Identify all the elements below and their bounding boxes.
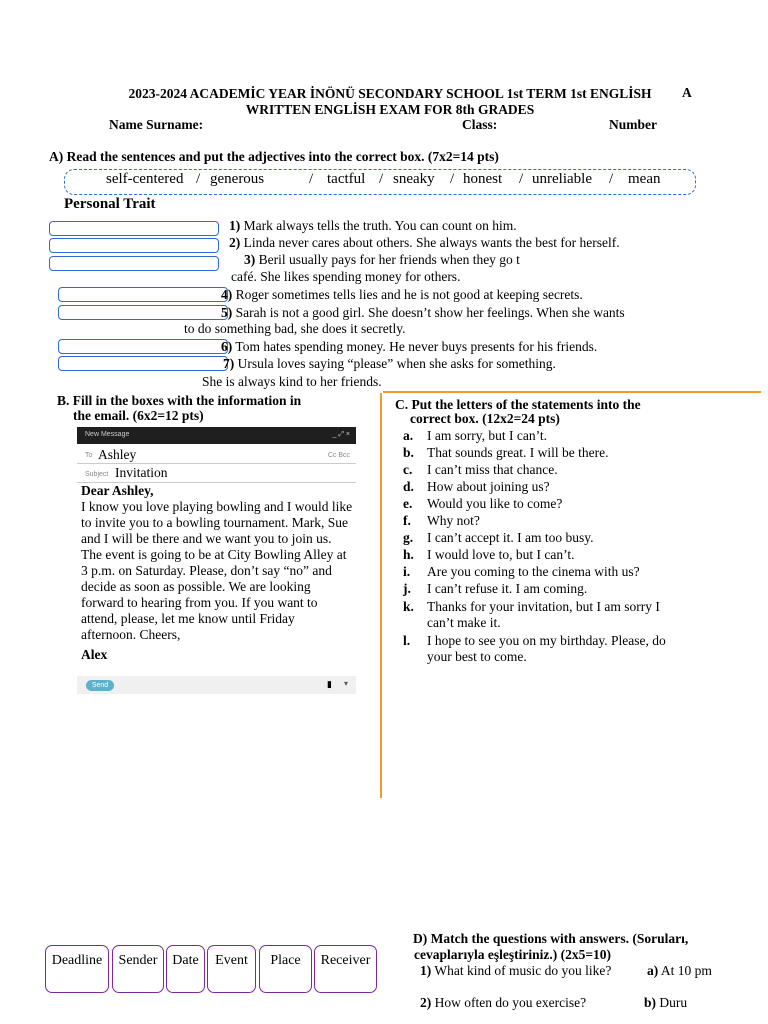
statement-l: l. I hope to see you on my birthday. Please, do your best to come. xyxy=(403,633,666,664)
sentence-5-cont: to do something bad, she does it secretly. xyxy=(184,321,406,336)
answer-a: a) At 10 pm xyxy=(647,963,712,978)
window-controls-icon[interactable]: _ ⤢ × xyxy=(332,431,350,438)
subject-label: Subject xyxy=(85,471,109,478)
header-line1: 2023-2024 ACADEMİC YEAR İNÖNÜ SECONDARY SCHOOL 1st TERM 1st ENGLİSH xyxy=(128,86,652,101)
email-subject-row[interactable] xyxy=(77,464,356,483)
question-2: 2) How often do you exercise? xyxy=(420,995,587,1010)
section-d-title-line2: cevaplarıyla eşleştiriniz.) (2x5=10) xyxy=(414,947,612,962)
word-honest: honest xyxy=(463,171,503,187)
exam-header xyxy=(60,85,720,102)
exam-version: A xyxy=(682,85,692,100)
sentence-7-cont: She is always kind to her friends. xyxy=(202,374,382,389)
section-a-title: A) Read the sentences and put the adjectives into the correct box. (7x2=14 pts) xyxy=(49,149,499,164)
box-receiver[interactable]: Receiver xyxy=(314,945,377,993)
email-window-title: New Message xyxy=(85,431,130,438)
word-separator: / xyxy=(196,171,201,187)
section-b-title-line2: the email. (6x2=12 pts) xyxy=(73,408,204,423)
word-tactful: tactful xyxy=(327,171,366,187)
word-mean: mean xyxy=(628,171,661,187)
section-c-title-line2: correct box. (12x2=24 pts) xyxy=(410,411,560,426)
answer-box-6[interactable] xyxy=(58,339,228,354)
word-sneaky: sneaky xyxy=(393,171,435,187)
answer-box-1[interactable] xyxy=(49,221,219,236)
sentence-4: 4) Roger sometimes tells lies and he is not good at keeping secrets. xyxy=(221,287,583,302)
personal-trait-title: Personal Trait xyxy=(64,196,156,212)
email-signature: Alex xyxy=(81,647,108,662)
box-deadline[interactable]: Deadline xyxy=(45,945,109,993)
question-1: 1) What kind of music do you like? xyxy=(420,963,612,978)
email-body[interactable] xyxy=(81,483,353,663)
box-sender[interactable]: Sender xyxy=(112,945,164,993)
word-separator: / xyxy=(450,171,455,187)
word-separator: / xyxy=(609,171,614,187)
email-to-row[interactable] xyxy=(77,444,356,464)
section-divider-vertical xyxy=(380,393,382,798)
email-titlebar xyxy=(77,427,356,444)
word-generous: generous xyxy=(210,171,265,187)
box-event[interactable]: Event xyxy=(207,945,256,993)
statement-k: k. Thanks for your invitation, but I am sorry I can’t make it. xyxy=(403,599,660,630)
sentence-3: 3) Beril usually pays for her friends when they go t xyxy=(244,252,520,267)
box-place[interactable]: Place xyxy=(259,945,312,993)
number-label: Number xyxy=(609,117,657,132)
section-d-title-line1: D) Match the questions with answers. (Soruları, xyxy=(413,931,689,946)
sentence-6: 6) Tom hates spending money. He never buys presents for his friends. xyxy=(221,339,598,354)
word-unreliable: unreliable xyxy=(532,171,592,187)
box-date[interactable]: Date xyxy=(166,945,205,993)
trash-icon[interactable]: ▮ xyxy=(327,679,332,689)
section-divider-horizontal xyxy=(383,391,761,393)
send-button[interactable]: Send xyxy=(86,680,114,691)
email-window xyxy=(77,427,356,694)
name-surname-label: Name Surname: xyxy=(109,117,204,132)
class-label: Class: xyxy=(462,117,498,132)
more-options-icon[interactable]: ▾ xyxy=(343,679,348,688)
cc-bcc-link[interactable]: Cc Bcc xyxy=(327,452,350,459)
answer-b: b) Duru xyxy=(644,995,688,1010)
section-c-title-line1: C. Put the letters of the statements into the xyxy=(395,397,641,412)
sentence-2: 2) Linda never cares about others. She always wants the best for herself. xyxy=(229,235,620,250)
to-label: To xyxy=(85,452,93,459)
answer-box-4[interactable] xyxy=(58,287,228,302)
answer-box-2[interactable] xyxy=(49,238,219,253)
sentence-5: 5) Sarah is not a good girl. She doesn’t show her feelings. When she wants xyxy=(221,305,625,320)
subject-value: Invitation xyxy=(115,465,168,480)
sentence-1: 1) Mark always tells the truth. You can count on him. xyxy=(229,218,517,233)
sentence-3-cont: café. She likes spending money for others. xyxy=(231,269,461,284)
email-toolbar xyxy=(77,676,356,694)
section-b-title-line1: B. Fill in the boxes with the information in xyxy=(57,393,302,408)
word-separator: / xyxy=(379,171,384,187)
word-self-centered: self-centered xyxy=(106,171,184,187)
word-separator: / xyxy=(309,171,314,187)
answer-box-5[interactable] xyxy=(58,305,228,320)
email-text: I know you love playing bowling and I would like to invite you to a bowling tournament. Mark, Sue and I will be there and we want you to join us. The event is going to be at City Bowling Alley at 3 p.m. on Saturday. Please, don’t say “no” and decide as soon as possible. We are looking forward to hearing from you. If you want to attend, please, let me know until Friday afternoon. Cheers, xyxy=(81,499,353,642)
header-line2: WRITTEN ENGLİSH EXAM FOR 8th GRADES xyxy=(245,102,535,117)
sentence-7: 7) Ursula loves saying “please” when she asks for something. xyxy=(223,356,556,371)
word-separator: / xyxy=(519,171,524,187)
to-value: Ashley xyxy=(98,447,137,462)
email-greeting: Dear Ashley, xyxy=(81,483,154,498)
answer-box-3[interactable] xyxy=(49,256,219,271)
answer-box-7[interactable] xyxy=(58,356,228,371)
